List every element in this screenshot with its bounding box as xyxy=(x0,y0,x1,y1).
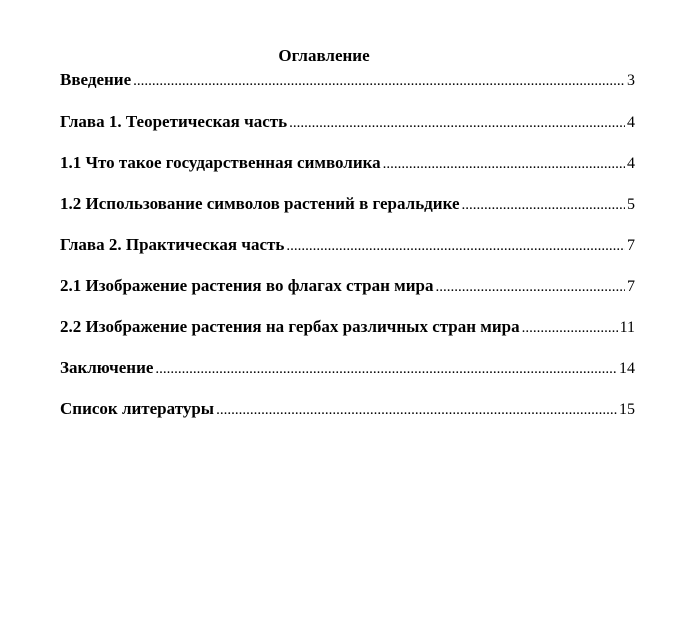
toc-entry-page: 11 xyxy=(619,319,635,336)
toc-entry-bibliography[interactable] xyxy=(60,399,635,419)
toc-entry-label: Заключение xyxy=(60,358,154,377)
toc-dot-leader xyxy=(133,71,625,90)
toc-entry-label: Глава 1. Теоретическая часть xyxy=(60,112,288,131)
toc-entry-section-1-1[interactable] xyxy=(60,153,635,173)
toc-entry-label: 1.1 Что такое государственная символика xyxy=(60,153,381,172)
toc-entry-section-2-2[interactable] xyxy=(60,317,635,337)
toc-entry-label: 1.2 Использование символов растений в геральдике xyxy=(60,194,460,213)
toc-dot-leader xyxy=(289,113,625,132)
toc-dot-leader xyxy=(522,318,618,337)
toc-entry-page: 4 xyxy=(627,114,635,131)
toc-entry-chapter-1[interactable] xyxy=(60,112,635,132)
toc-entry-introduction[interactable] xyxy=(60,70,635,90)
toc-dot-leader xyxy=(462,195,626,214)
toc-entry-page: 3 xyxy=(627,72,635,89)
toc-entry-chapter-2[interactable] xyxy=(60,235,635,255)
toc-entry-page: 15 xyxy=(619,401,635,418)
toc-entry-label: Список литературы xyxy=(60,399,215,418)
toc-dot-leader xyxy=(383,154,625,173)
toc-list xyxy=(60,70,635,440)
toc-entry-page: 5 xyxy=(627,196,635,213)
toc-dot-leader xyxy=(216,400,617,419)
toc-entry-conclusion[interactable] xyxy=(60,358,635,378)
toc-entry-section-2-1[interactable] xyxy=(60,276,635,296)
toc-entry-page: 14 xyxy=(619,360,635,377)
toc-entry-page: 7 xyxy=(627,237,635,254)
toc-title: Оглавление xyxy=(278,46,370,65)
toc-entry-label: Глава 2. Практическая часть xyxy=(60,235,285,254)
toc-dot-leader xyxy=(155,359,617,378)
toc-entry-section-1-2[interactable] xyxy=(60,194,635,214)
toc-entry-label: Введение xyxy=(60,70,132,89)
toc-entry-label: 2.2 Изображение растения на гербах различных стран мира xyxy=(60,317,520,336)
toc-entry-page: 4 xyxy=(627,155,635,172)
toc-entry-page: 7 xyxy=(627,278,635,295)
toc-dot-leader xyxy=(435,277,625,296)
toc-dot-leader xyxy=(286,236,625,255)
toc-entry-label: 2.1 Изображение растения во флагах стран мира xyxy=(60,276,434,295)
